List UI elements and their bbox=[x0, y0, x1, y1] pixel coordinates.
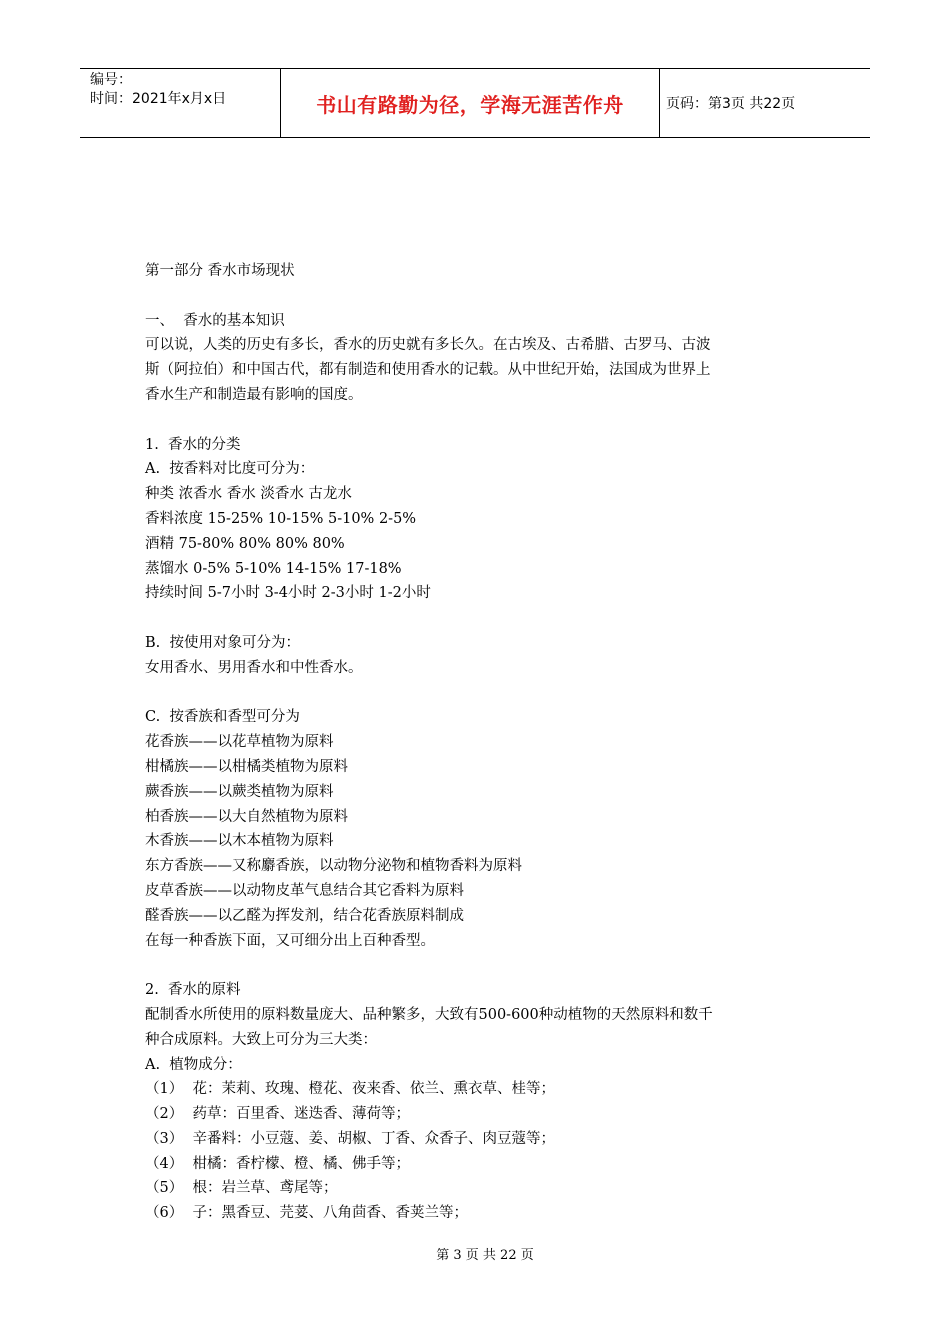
table-row: 种类 浓香水 香水 淡香水 古龙水 bbox=[145, 486, 352, 503]
subsection-heading: 2. 香水的原料 bbox=[145, 982, 241, 999]
list-item: 花香族——以花草植物为原料 bbox=[145, 734, 334, 751]
table-row: 蒸馏水 0-5% 5-10% 14-15% 17-18% bbox=[145, 560, 402, 577]
paragraph-line: 可以说，人类的历史有多长，香水的历史就有多长久。在古埃及、古希腊、古罗马、古波 bbox=[145, 337, 711, 354]
spacer bbox=[145, 606, 815, 631]
section-heading: 一、 香水的基本知识 bbox=[145, 312, 285, 329]
table-row: 香料浓度 15-25% 10-15% 5-10% 2-5% bbox=[145, 510, 417, 527]
paragraph-line: 斯（阿拉伯）和中国古代，都有制造和使用香水的记载。从中世纪开始，法国成为世界上 bbox=[145, 362, 711, 379]
paragraph-line: 女用香水、男用香水和中性香水。 bbox=[145, 659, 363, 676]
list-item: （6） 子：黑香豆、芫荽、八角茴香、香荚兰等； bbox=[145, 1205, 468, 1222]
page-header bbox=[80, 68, 870, 138]
list-item: 皮草香族——以动物皮革气息结合其它香料为原料 bbox=[145, 882, 464, 899]
part-title: 第一部分 香水市场现状 bbox=[145, 263, 295, 279]
list-item: 醛香族——以乙醛为挥发剂，结合花香族原料制成 bbox=[145, 907, 464, 924]
list-item: 木香族——以木本植物为原料 bbox=[145, 833, 334, 850]
header-motto: 书山有路勤为径，学海无涯苦作舟 bbox=[280, 69, 660, 137]
list-item: 柑橘族——以柑橘类植物为原料 bbox=[145, 758, 348, 775]
page-footer: 第 3 页 共 22 页 bbox=[436, 1248, 534, 1263]
paragraph-line: 香水生产和制造最有影响的国度。 bbox=[145, 386, 363, 403]
list-item: （2） 药草：百里香、迷迭香、薄荷等； bbox=[145, 1106, 410, 1123]
table-row: 酒精 75-80% 80% 80% 80% bbox=[145, 535, 345, 552]
list-item: （1） 花：茉莉、玫瑰、橙花、夜来香、依兰、熏衣草、桂等； bbox=[145, 1081, 555, 1098]
spacer bbox=[145, 953, 815, 978]
list-item: 蕨香族——以蕨类植物为原料 bbox=[145, 783, 334, 800]
document-body bbox=[145, 259, 815, 1226]
subsection-heading: 1. 香水的分类 bbox=[145, 436, 241, 453]
header-page-info: 页码：第3页 共22页 bbox=[666, 96, 796, 112]
spacer bbox=[145, 681, 815, 706]
list-item: （4） 柑橘：香柠檬、橙、橘、佛手等； bbox=[145, 1155, 410, 1172]
document-time: 时间：2021年x月x日 bbox=[90, 91, 227, 107]
header-meta bbox=[80, 69, 280, 137]
document-number-label: 编号： bbox=[90, 72, 132, 88]
list-heading: B. 按使用对象可分为： bbox=[145, 634, 300, 651]
paragraph-line: 配制香水所使用的原料数量庞大、品种繁多，大致有500-600种动植物的天然原料和数千 bbox=[145, 1006, 713, 1023]
list-item: （5） 根：岩兰草、鸢尾等； bbox=[145, 1180, 338, 1197]
paragraph-line: 种合成原料。大致上可分为三大类： bbox=[145, 1031, 377, 1048]
table-row: 持续时间 5-7小时 3-4小时 2-3小时 1-2小时 bbox=[145, 585, 431, 602]
list-item: （3） 辛番料：小豆蔻、姜、胡椒、丁香、众香子、肉豆蔻等； bbox=[145, 1130, 555, 1147]
list-item: 柏香族——以大自然植物为原料 bbox=[145, 808, 348, 825]
list-heading: C. 按香族和香型可分为 bbox=[145, 709, 300, 726]
list-heading: A. 植物成分： bbox=[145, 1056, 242, 1073]
spacer bbox=[145, 408, 815, 433]
list-item: 东方香族——又称麝香族，以动物分泌物和植物香料为原料 bbox=[145, 858, 522, 875]
paragraph-line: 在每一种香族下面，又可细分出上百种香型。 bbox=[145, 932, 435, 949]
list-heading: A. 按香料对比度可分为： bbox=[145, 461, 315, 478]
spacer bbox=[145, 284, 815, 309]
